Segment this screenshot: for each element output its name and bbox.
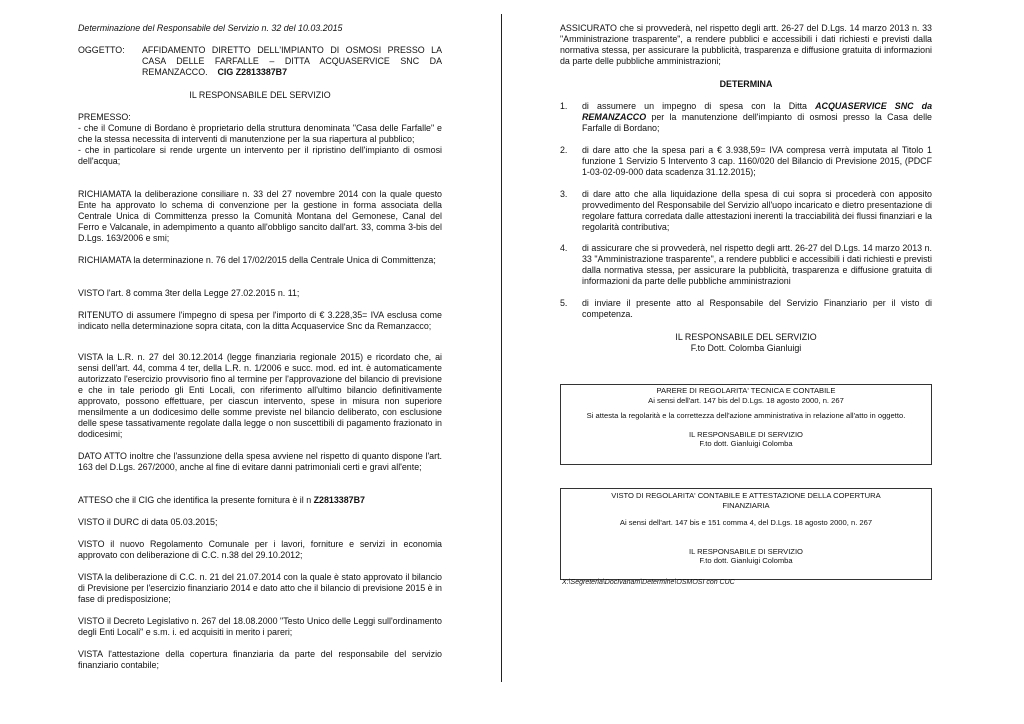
dato-atto-paragraph: DATO ATTO inoltre che l'assunzione della spesa avviene nel rispetto di quanto dispone l'art. 163 del D.Lgs. 267/2000, anche al fine di evitare danni patrimoniali certi e gravi all'ente; bbox=[78, 451, 442, 472]
item-number: 2. bbox=[560, 145, 568, 155]
oggetto-cig: CIG Z2813387B7 bbox=[217, 67, 288, 77]
item-number: 1. bbox=[560, 101, 568, 111]
item-text: di dare atto che la spesa pari a € 3.938,59= IVA compresa verrà imputata al Titolo 1 funzione 1 Servizio 5 Intervento 3 cap. 1160/020 del Bilancio di Previsione 2015, (PDCF 1-03-02-09-000 data scadenza 31.12.2015); bbox=[582, 145, 932, 177]
signature-name: F.to Dott. Colomba Gianluigi bbox=[690, 343, 802, 353]
box-reference: Ai sensi dell'art. 147 bis del D.Lgs. 18 agosto 2000, n. 267 bbox=[648, 395, 844, 405]
premesso-item-1: - che il Comune di Bordano è proprietario della struttura denominata "Casa delle Farfalle" e che la stessa necessita di interventi di manutenzione per la sua riapertura al pubblico; bbox=[78, 123, 442, 144]
responsabile-title: IL RESPONSABILE DEL SERVIZIO bbox=[189, 90, 331, 100]
oggetto-section bbox=[78, 45, 442, 78]
richiamata-paragraph-2: RICHIAMATA la determinazione n. 76 del 17/02/2015 della Centrale Unica di Committenza; bbox=[78, 255, 436, 265]
visto-durc-paragraph: VISTO il DURC di data 05.03.2015; bbox=[78, 517, 218, 527]
regolarita-tecnica-box bbox=[560, 384, 932, 465]
atteso-cig: Z2813387B7 bbox=[313, 495, 365, 505]
regolarita-contabile-box bbox=[560, 488, 932, 580]
visto-regolamento-paragraph: VISTO il nuovo Regolamento Comunale per i lavori, forniture e servizi in economia approvato con deliberazione di C.C. n.38 del 29.10.2012; bbox=[78, 539, 442, 560]
item-text: di inviare il presente atto al Responsabile del Servizio Finanziario per il visto di competenza. bbox=[582, 298, 932, 319]
visto-art8-paragraph: VISTO l'art. 8 comma 3ter della Legge 27.02.2015 n. 11; bbox=[78, 288, 300, 298]
box-signature-name: F.to dott. Gianluigi Colomba bbox=[699, 556, 793, 566]
box-text: Si attesta la regolarità e la correttezza dell'azione amministrativa in relazione all'atto in oggetto. bbox=[586, 411, 906, 421]
determina-title: DETERMINA bbox=[719, 79, 773, 89]
oggetto-body: AFFIDAMENTO DIRETTO DELL'IMPIANTO DI OSMOSI PRESSO LA CASA DELLE FARFALLE – DITTA ACQUASERVICE SNC DA REMANZACCO. bbox=[142, 45, 442, 77]
assicurato-paragraph: ASSICURATO che si provvederà, nel rispetto degli artt. 26-27 del D.Lgs. 14 marzo 2013 n. 33 "Amministrazione trasparente", a rendere pubblici e accessibili i dati richiesti e previsti dalla normativa stessa, per assicurare la pubblicità, trasparenza e diffusione gratuita di informazioni da parte delle pubbliche amministrazioni; bbox=[560, 23, 932, 66]
visto-dlgs-paragraph: VISTO il Decreto Legislativo n. 267 del 18.08.2000 "Testo Unico delle Leggi sull'ordinamento degli Enti Locali" e s.m. i. ed acquisiti in merito i pareri; bbox=[78, 616, 442, 637]
premesso-title: PREMESSO: bbox=[78, 112, 131, 122]
oggetto-label: OGGETTO: bbox=[78, 45, 125, 55]
item-text: di dare atto che alla liquidazione della spesa di cui sopra si procederà con apposito provvedimento del Responsabile del Servizio all'uopo incaricato e dietro presentazione di regolare fattura corredata dalle attestazioni inerenti la tracciabilità dei flussi finanziari e la regolarità contributiva; bbox=[582, 189, 932, 232]
atteso-text: ATTESO che il CIG che identifica la presente fornitura è il n bbox=[78, 495, 312, 505]
atteso-paragraph bbox=[78, 495, 442, 506]
file-path-footer: X:\Segreteria\DocIvanam\Determine\OSMOSI con CUC bbox=[562, 579, 735, 586]
item-text-pre: di assumere un impegno di spesa con la Ditta bbox=[582, 101, 816, 111]
premesso-section bbox=[78, 112, 442, 167]
item-number: 5. bbox=[560, 298, 568, 308]
signature-title: IL RESPONSABILE DEL SERVIZIO bbox=[675, 332, 817, 342]
vista-lr-paragraph: VISTA la L.R. n. 27 del 30.12.2014 (legge finanziaria regionale 2015) e ricordato che, ai sensi dell'art. 44, comma 4 ter, della L.R. n. 1/2006 e succ. mod. ed int. è automaticamente autorizzato l'esercizio provvisorio fino al termine per l'approvazione del bilancio di previsione e che in tale periodo gli Enti Locali, con riferimento all'ultimo bilancio definitivamente approvato, possono effettuare, per ciascun intervento, spese in misura non superiore mensilmente a un dodicesimo delle somme previste nel bilancio deliberato, con esclusione delle spese tassativamente regolate dalla legge o non suscettibili di pagamento frazionato in dodicesimi; bbox=[78, 352, 442, 439]
ritenuto-paragraph: RITENUTO di assumere l'impegno di spesa per l'importo di € 3.228,35= IVA esclusa come indicato nella determinazione sopra citata, con la ditta Acquaservice Snc da Remanzacco; bbox=[78, 310, 442, 331]
determina-item-4 bbox=[560, 243, 932, 287]
item-text-post: per la manutenzione dell'impianto di osmosi presso la Casa delle Farfalle di Bordano; bbox=[582, 112, 932, 133]
item-company: ACQUASERVICE SNC da REMANZACCO bbox=[582, 101, 933, 122]
box-title: PARERE DI REGOLARITA' TECNICA E CONTABILE bbox=[656, 386, 836, 395]
item-number: 3. bbox=[560, 189, 568, 199]
column-divider bbox=[501, 14, 502, 682]
oggetto-text bbox=[142, 45, 442, 78]
box-signature-name: F.to dott. Gianluigi Colomba bbox=[699, 439, 793, 449]
vista-delib-paragraph: VISTA la deliberazione di C.C. n. 21 del 21.07.2014 con la quale è stato approvato il bilancio di Previsione per l'esercizio finanziario 2014 e dato atto che il bilancio di previsione 2015 è in fase di predisposizione; bbox=[78, 572, 442, 604]
determina-item-5 bbox=[560, 298, 932, 320]
box-signature-title: IL RESPONSABILE DI SERVIZIO bbox=[689, 546, 803, 556]
premesso-item-2: - che in particolare si rende urgente un intervento per il ripristino dell'impianto di osmosi dell'acqua; bbox=[78, 145, 442, 166]
richiamata-paragraph-1: RICHIAMATA la deliberazione consiliare n. 33 del 27 novembre 2014 con la quale questo Ente ha approvato lo schema di convenzione per la gestione in forma associata della Centrale Unica di Committenza presso la Comunità Montana del Gemonese, Canal del Ferro e Valcanale, in adempimento a quanto all'obbligo sancito dall'art. 33, comma 3-bis del D.Lgs. 163/2006 e smi; bbox=[78, 189, 442, 243]
item-text: di assicurare che si provvederà, nel rispetto degli artt. 26-27 del D.Lgs. 14 marzo 2013 n. 33 "Amministrazione trasparente", a rendere pubblici e accessibili i dati richiesti e previsti dalla normativa stessa, per assicurare la pubblicità, trasparenza e diffusione gratuita di informazioni da parte delle pubbliche amministrazioni bbox=[582, 243, 932, 286]
box-reference: Ai sensi dell'art. 147 bis e 151 comma 4, del D.Lgs. 18 agosto 2000, n. 267 bbox=[619, 518, 873, 528]
item-text bbox=[582, 101, 932, 134]
item-number: 4. bbox=[560, 243, 568, 253]
box-title: VISTO DI REGOLARITA' CONTABILE E ATTESTAZIONE DELLA COPERTURA FINANZIARIA bbox=[611, 491, 881, 510]
vista-attestazione-paragraph: VISTA l'attestazione della copertura finanziaria da parte del responsabile del servizio finanziario contabile; bbox=[78, 649, 442, 670]
determina-item-2 bbox=[560, 145, 932, 178]
box-signature-title: IL RESPONSABILE DI SERVIZIO bbox=[689, 429, 803, 439]
determination-header: Determinazione del Responsabile del Servizio n. 32 del 10.03.2015 bbox=[78, 23, 343, 33]
determina-item-1 bbox=[560, 101, 932, 134]
determina-item-3 bbox=[560, 189, 932, 233]
